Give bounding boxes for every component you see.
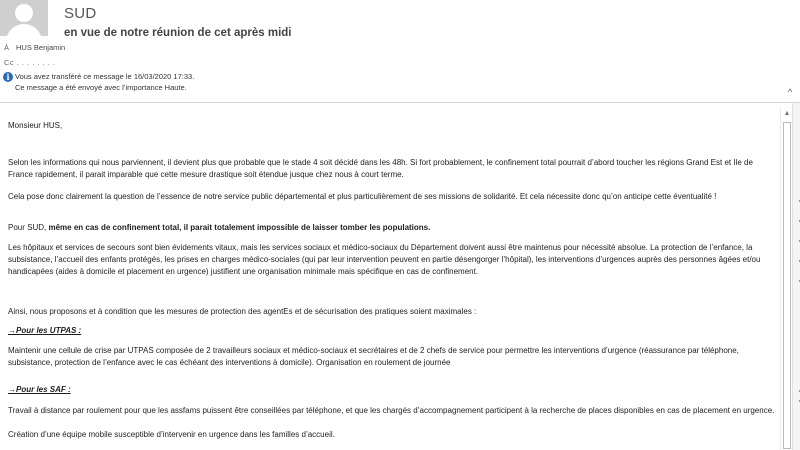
message-subject: en vue de notre réunion de cet après midi (64, 27, 292, 39)
avatar[interactable] (0, 0, 48, 36)
paragraph-saf-remote: Travail à distance par roulement pour que les assfams puissent être conseillées par téléphone, et que les chargés d’accompagnement participent à la recherche de places disponibles en cas de placement en urgence. (8, 406, 775, 415)
header-divider (0, 102, 800, 103)
info-icon: i (3, 72, 13, 82)
scroll-up-arrow-icon[interactable]: ▲ (783, 110, 791, 117)
to-prefix: À (4, 43, 10, 52)
cc-line: Cc . . . . . . . . (4, 58, 56, 67)
paragraph-saf-mobile: Création d’une équipe mobile susceptible d’intervenir en urgence dans les familles d’accueil. (8, 430, 335, 439)
greeting: Monsieur HUS, (8, 121, 63, 130)
avatar-head-icon (15, 4, 33, 22)
adjacent-pane-edge (792, 103, 800, 450)
forwarded-info: Vous avez transféré ce message le 16/03/2020 17:33. (15, 72, 195, 81)
to-line (4, 43, 65, 52)
heading-saf: →Pour les SAF : (8, 385, 71, 394)
paragraph-proposal: Ainsi, nous proposons et à condition que les mesures de protection des agentEs et de sécurisation des pratiques soient maximales : (8, 307, 477, 316)
scroll-thumb[interactable] (783, 122, 791, 449)
paragraph-essence: Cela pose donc clairement la question de l’essence de notre service public départemental et plus particulièrement de ses missions de solidarité. Et cela nécessite donc qu’on anticipe cette éventualité ! (8, 192, 717, 201)
message-body (0, 106, 780, 450)
heading-utpas: →Pour les UTPAS : (8, 326, 82, 335)
chevron-up-icon[interactable]: ^ (787, 87, 793, 97)
sud-intro: Pour SUD, (8, 223, 49, 232)
avatar-shoulders-icon (6, 24, 42, 36)
paragraph-sud-position (8, 222, 778, 234)
importance-info: Ce message a été envoyé avec l’importance Haute. (15, 83, 187, 92)
paragraph-utpas: Maintenir une cellule de crise par UTPAS composée de 2 travailleurs sociaux et médico-sociaux et secrétaires et de 2 chefs de service pour permettre les interventions d’urgence (réassurance par téléphone, subsistance, protection de l’enfance avec le cas échéant des interventions à domicile). Organisation en roulement de journée (8, 346, 739, 367)
paragraph-vital-services: Les hôpitaux et services de secours sont bien évidements vitaux, mais les services sociaux et médico-sociaux du Département doivent aussi être maintenus pour nécessité absolue. La protection de l’enfance, la subsistance, l’accueil des enfants protégés, les prises en charges médico-sociales (qui par leur intervention peuvent en partie désengorger l’hôpital), les interventions d’urgences auprès des personnes âgées et/ou handicapées (aides à domicile et placement en urgence) justifient une organisation minimale mais spécifique en cas de confinement. (8, 243, 761, 276)
vertical-scrollbar[interactable] (780, 108, 792, 450)
sud-statement: même en cas de confinement total, il parait totalement impossible de laisser tomber les populations. (48, 223, 431, 232)
paragraph-context: Selon les informations qui nous parviennent, il devient plus que probable que le stade 4 soit décidé dans les 48h. Si fort probablement, le confinement total pourrait d’abord toucher les régions Grand Est et Ile de France rapidement, il parait imparable que cette mesure drastique soit étendue jusque chez nous à court terme. (8, 158, 753, 179)
recipient-name[interactable]: HUS Benjamin (16, 43, 66, 52)
message-header (0, 0, 800, 100)
sender-name[interactable]: SUD (64, 5, 97, 22)
